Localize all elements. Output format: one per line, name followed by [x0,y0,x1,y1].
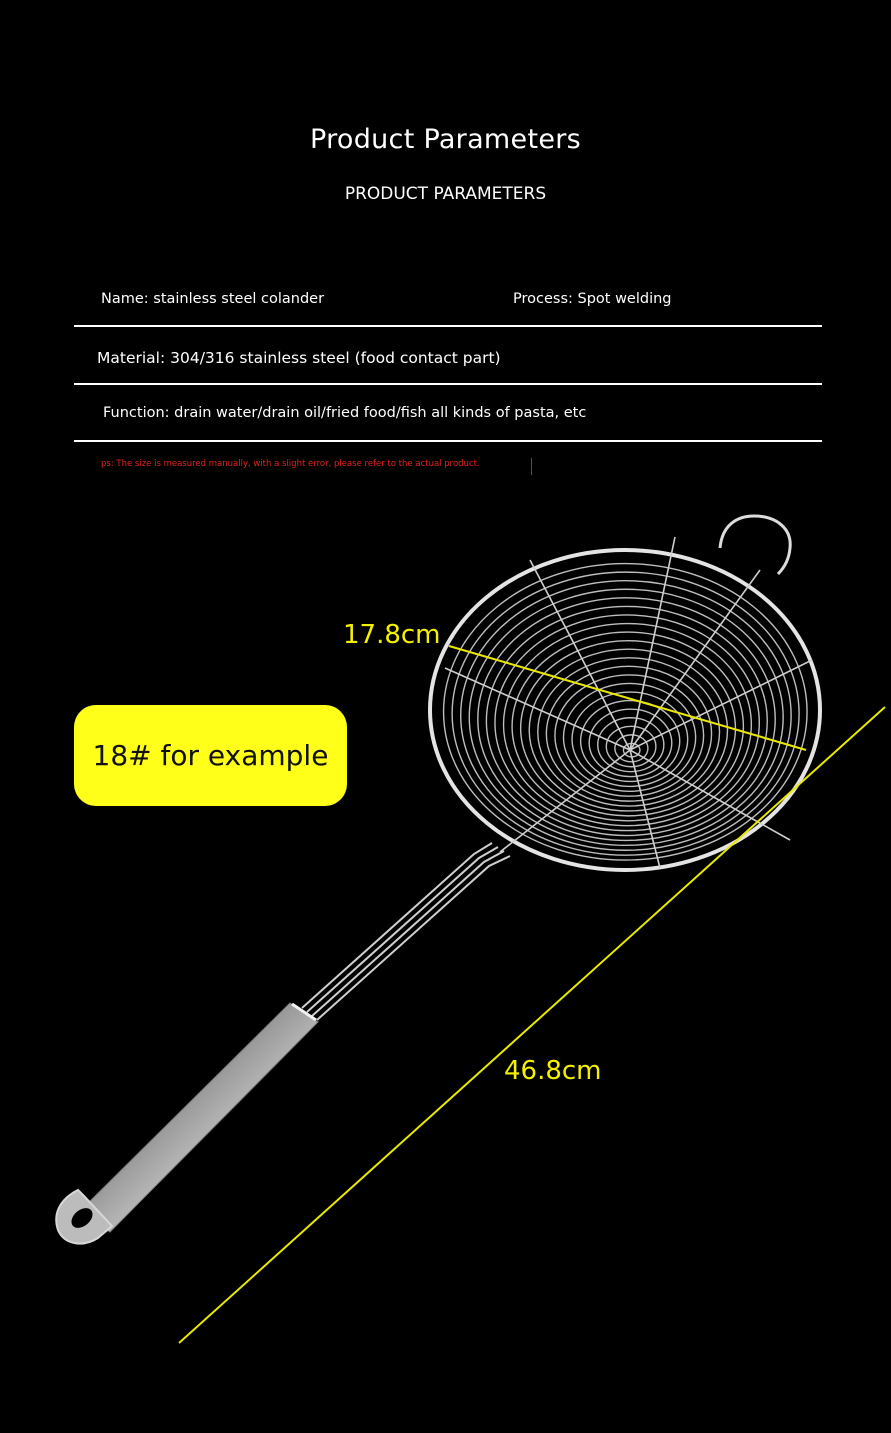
wire-shaft [302,843,510,1020]
hanging-loop [720,516,790,574]
length-label: 46.8cm [504,1056,602,1086]
page-subtitle: PRODUCT PARAMETERS [344,184,547,204]
mesh-ring [461,581,791,851]
param-name: Name: stainless steel colander [101,291,325,307]
measurement-note: ps: The size is measured manually, with a slight error, please refer to the actual product. [101,459,480,469]
mesh-rings [444,564,807,861]
size-example-badge [74,705,347,806]
param-function: Function: drain water/drain oil/fried food/fish all kinds of pasta, etc [103,405,587,421]
mesh-ring [504,624,752,826]
diameter-line [449,646,806,750]
diameter-label: 17.8cm [343,620,441,650]
page-title: Product Parameters [309,124,582,155]
mesh-ring [478,598,775,841]
param-process: Process: Spot welding [513,291,672,307]
size-example-label: 18# for example [92,739,329,772]
param-material: Material: 304/316 stainless steel (food contact part) [97,349,501,367]
mesh-ring [495,615,759,831]
handle [56,1003,318,1244]
